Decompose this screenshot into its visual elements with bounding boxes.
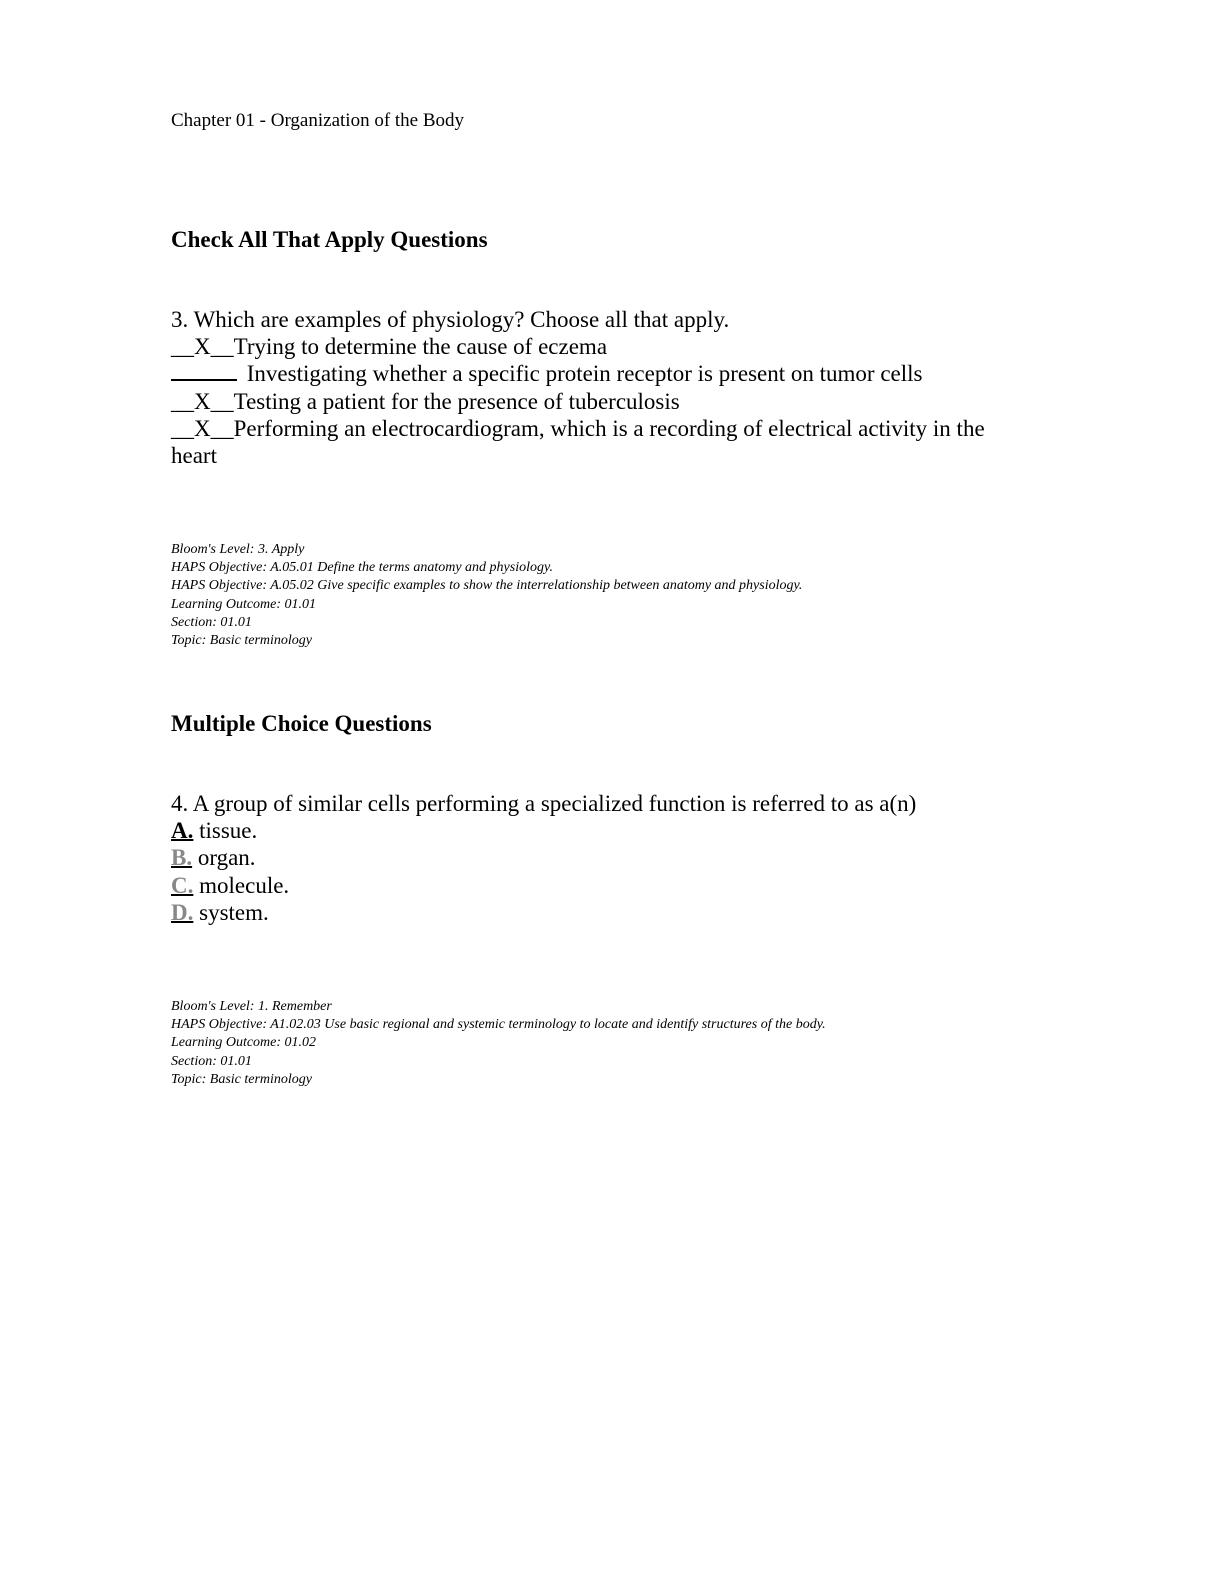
meta-line: Section: 01.01: [171, 1053, 252, 1069]
choice-text: tissue.: [193, 818, 258, 844]
option-marker: __X__: [171, 415, 234, 441]
choice-text: organ.: [192, 845, 256, 871]
meta-line: Learning Outcome: 01.02: [171, 1035, 317, 1051]
choice-letter: C.: [171, 872, 194, 898]
option-item: [171, 388, 1031, 415]
choice-item: [171, 844, 1031, 871]
option-marker: __X__: [171, 334, 234, 360]
question-4: [171, 790, 1031, 926]
meta-line: Bloom's Level: 3. Apply: [171, 542, 305, 557]
meta-line: Topic: Basic terminology: [171, 633, 313, 649]
section-heading-multiple-choice: Multiple Choice Questions: [171, 711, 432, 736]
option-text: Testing a patient for the presence of tuberculosis: [233, 388, 680, 414]
meta-line: HAPS Objective: A.05.01 Define the terms anatomy and physiology.: [171, 560, 553, 576]
option-item: [171, 360, 1031, 387]
choice-letter: D.: [171, 899, 194, 925]
meta-line: Bloom's Level: 1. Remember: [171, 999, 332, 1014]
option-text: Trying to determine the cause of eczema: [233, 334, 608, 360]
question-3-metadata: [171, 541, 802, 650]
option-item: [171, 415, 1031, 469]
meta-line: Section: 01.01: [171, 614, 252, 630]
question-3-stem: 3. Which are examples of physiology? Choose all that apply.: [171, 307, 730, 332]
option-blank: [171, 360, 237, 381]
choice-letter: B.: [171, 845, 193, 871]
question-4-metadata: [171, 998, 826, 1089]
meta-line: HAPS Objective: A1.02.03 Use basic regional and systemic terminology to locate and identify structures of the body.: [171, 1017, 826, 1033]
option-text: Performing an electrocardiogram, which is a recording of electrical activity in the heart: [171, 415, 985, 469]
option-item: [171, 333, 1031, 360]
meta-line: Learning Outcome: 01.01: [171, 596, 317, 612]
section-heading-check-all: Check All That Apply Questions: [171, 227, 488, 252]
choice-item: [171, 899, 1031, 926]
choice-item: [171, 817, 1031, 844]
option-marker: __X__: [171, 388, 234, 414]
choice-item: [171, 872, 1031, 899]
chapter-title: Chapter 01 - Organization of the Body: [171, 110, 465, 131]
meta-line: Topic: Basic terminology: [171, 1071, 313, 1087]
choice-text: molecule.: [193, 872, 290, 898]
question-3: [171, 306, 1031, 469]
meta-line: HAPS Objective: A.05.02 Give specific examples to show the interrelationship between anatomy and physiology.: [171, 578, 803, 594]
choice-text: system.: [193, 899, 269, 925]
choice-letter-correct: A.: [171, 818, 194, 844]
option-text: Investigating whether a specific protein receptor is present on tumor cells: [241, 361, 923, 387]
question-4-stem: 4. A group of similar cells performing a specialized function is referred to as a(n): [171, 791, 917, 816]
